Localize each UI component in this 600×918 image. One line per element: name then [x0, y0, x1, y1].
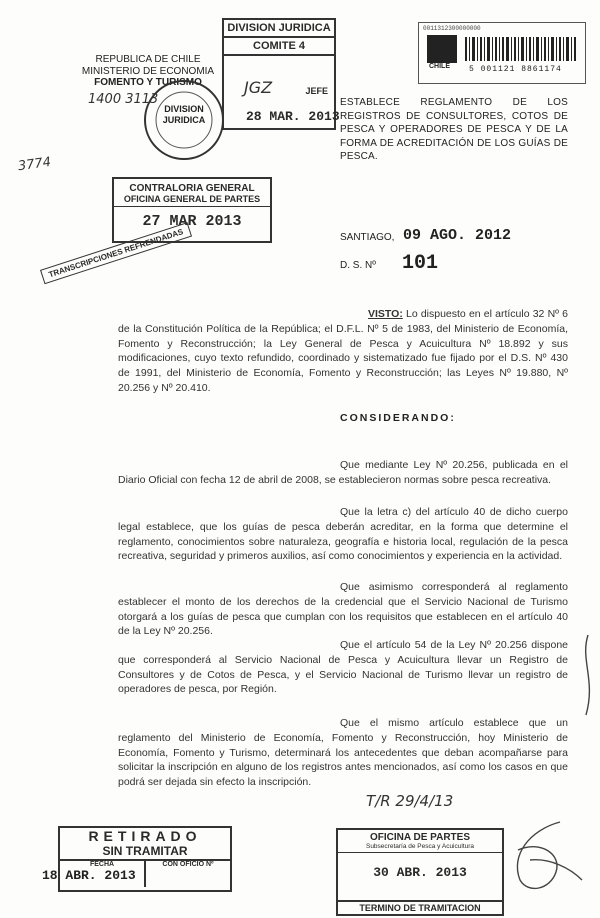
contraloria-date: 27 MAR 2013 [142, 213, 242, 230]
oficina-line-2: Subsecretaría de Pesca y Acuicultura [338, 843, 502, 853]
signature-mark [490, 810, 590, 900]
decree-subject: ESTABLECE REGLAMENTO DE LOS REGISTROS DE CONSULTORES, COTOS DE PESCA Y OPERADORES DE PESCA Y DE LA FORMA DE ACREDITACIÓN DE LOS GUÍAS DE PESCA. [340, 97, 568, 162]
seal-line-1: DIVISION [164, 104, 204, 114]
place-label: SANTIAGO, [340, 232, 395, 243]
decree-date: 09 AGO. 2012 [403, 227, 512, 244]
considerando-paragraph-1: Que mediante Ley Nº 20.256, publicada en el Diario Oficial con fecha 12 de abril de 2008, se establecieron normas sobre pesca recreativa. [118, 459, 568, 486]
considerando-heading: CONSIDERANDO: [340, 412, 456, 424]
considerando-paragraph-4: Que el artículo 54 de la Ley Nº 20.256 dispone que corresponderá al Servicio Nacional de Pesca y Acuicultura llevar un Registro de Consultores y de Cotos de Pesca, y el Servicio Nacional de Turismo llevar un registro de operadores de pesca, por Región. [118, 639, 568, 696]
stamp-role: JEFE [305, 86, 328, 96]
barcode-icon [465, 37, 579, 61]
retirado-date: 18 ABR. 2013 [42, 868, 136, 883]
postage-meter [418, 22, 586, 84]
contraloria-line-1: CONTRALORIA GENERAL [129, 183, 255, 194]
division-seal [142, 78, 226, 162]
retirado-line-2: SIN TRAMITAR [60, 844, 230, 861]
visto-paragraph [118, 307, 568, 396]
margin-number: 3774 [17, 154, 52, 175]
ds-label: D. S. Nº [340, 260, 376, 271]
considerando-paragraph-3: Que asimismo corresponderá al reglamento establecer el monto de los derechos de la credencial que el Servicio Nacional de Turismo otorgará a los guías de pesca que cumplan con los requisitos que establecen en el artículo 40 de la Ley Nº 20.256. [118, 581, 568, 638]
stamp-initials: JGZ [244, 78, 273, 97]
oficina-line-1: OFICINA DE PARTES [369, 832, 470, 843]
fecha-label: FECHA [89, 861, 115, 868]
stamp-subtitle: COMITE 4 [224, 38, 334, 56]
oficina-partes-stamp [336, 828, 504, 916]
transcripciones-stamp: TRANSCRIPCIONES REFRENDADAS [40, 222, 192, 284]
considerando-paragraph-5: Que el mismo artículo establece que un reglamento del Ministerio de Economía, Fomento y Reconstrucción, hoy Ministerio de Economía, Fomento y Turismo, determinará los antecedentes que deban acompañarse para solicitar la inscripción en alguno de los registros antes mencionados, así como los casos en que podrá ser dejada sin efecto la inscripción. [118, 717, 568, 789]
postage-label: CHILE [429, 63, 450, 70]
oficina-date: 30 ABR. 2013 [373, 865, 467, 880]
hand-number: 1400 3113 [88, 92, 159, 107]
ministry-line-2: FOMENTO Y TURISMO [94, 77, 202, 88]
postage-emblem-icon [427, 35, 457, 63]
tr-note: T/R 29/4/13 [366, 792, 454, 810]
margin-signature-mark [578, 630, 598, 720]
visto-text: Lo dispuesto en el artículo 32 Nº 6 de la Constitución Política de la República; el D.F.L. Nº 5 de 1983, del Ministerio de Economía, Fomento y Reconstrucción; la Ley General de Pesca y Acuicultura Nº 18.892 y sus modificaciones, cuyo texto refundido, coordinado y sistematizado fue fijado por el D.S. Nº 430 de 1991, del Ministerio de Economía, Fomento y Reconstrucción; las Leyes Nº 19.880, Nº 20.256 y Nº 20.410. [118, 308, 568, 394]
stamp-title: DIVISION JURIDICA [224, 20, 334, 38]
ds-number: 101 [402, 252, 439, 275]
considerando-paragraph-2: Que la letra c) del artículo 40 de dicho cuerpo legal establece, que los guías de pesca deberán acreditar, en la forma que determine el reglamento, conocimientos sobre naturaleza, geografía e historia local, regulación de la pesca recreativa, seguridad y primeros auxilios, así como conocimientos y experiencia en la actividad. [118, 506, 568, 563]
ministry-line: MINISTERIO DE ECONOMIA [81, 65, 215, 77]
retirado-line-1: RETIRADO [88, 828, 202, 844]
contraloria-line-2: OFICINA GENERAL DE PARTES [114, 194, 270, 207]
visto-label: VISTO: [368, 308, 403, 320]
republic-line: REPUBLICA DE CHILE [95, 54, 201, 65]
postage-barcode-number: 5 001121 8861174 [469, 65, 562, 74]
contraloria-stamp [112, 177, 272, 243]
oficina-footer: TERMINO DE TRAMITACION [338, 900, 502, 914]
division-stamp-date: 28 MAR. 2013 [246, 109, 340, 124]
postage-code: 0011312300000000 [423, 25, 481, 32]
oficio-label: CON OFICIO Nº [162, 861, 214, 868]
seal-line-2: JURIDICA [162, 115, 206, 125]
